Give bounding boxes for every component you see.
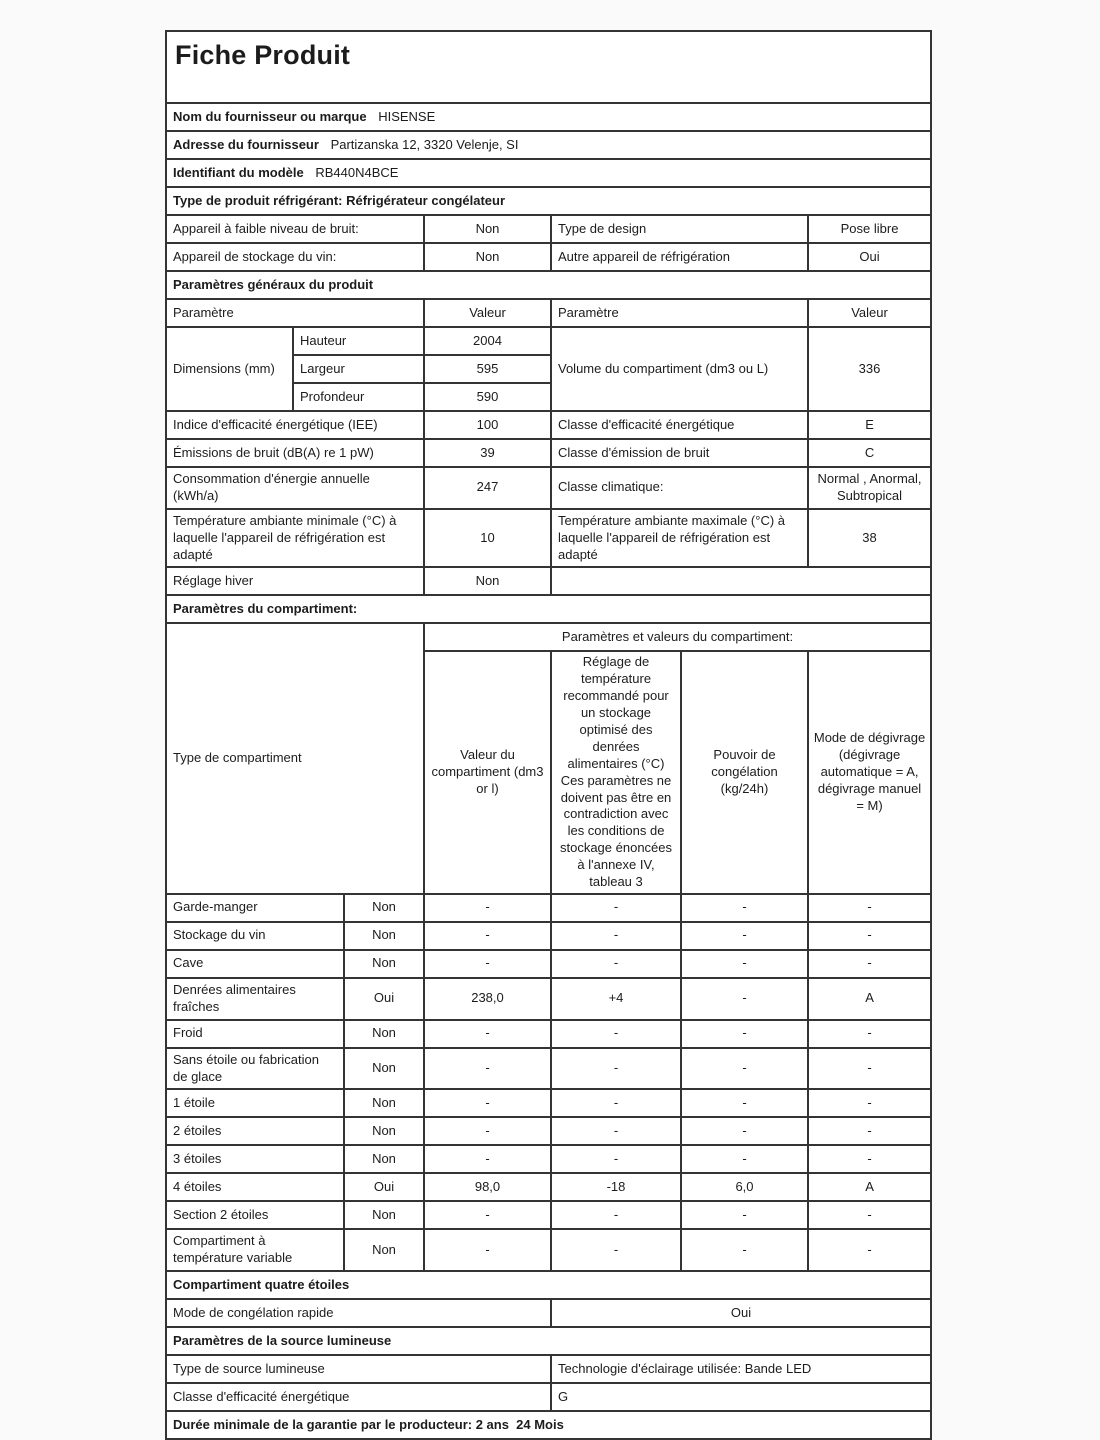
- compartment-row-stockage-vin: [166, 922, 931, 950]
- fast-freeze-row: [166, 1299, 931, 1327]
- compartment-row-cave: [166, 950, 931, 978]
- compartment-freeze: 6,0: [681, 1173, 808, 1201]
- energy-index-value: 100: [424, 411, 551, 439]
- ambient-temp-row: [166, 509, 931, 568]
- compartment-row-2-etoiles: [166, 1117, 931, 1145]
- value-header-2: Valeur: [808, 299, 931, 327]
- compartment-name: 3 étoiles: [166, 1145, 344, 1173]
- wine-storage-label: Appareil de stockage du vin:: [166, 243, 424, 271]
- dimension-height-row: [166, 327, 931, 355]
- compartment-temp: -18: [551, 1173, 681, 1201]
- energy-class-label: Classe d'efficacité énergétique: [551, 411, 808, 439]
- compartment-name: Stockage du vin: [166, 922, 344, 950]
- light-class-label: Classe d'efficacité énergétique: [166, 1383, 551, 1411]
- compartment-defrost: -: [808, 1089, 931, 1117]
- compartment-name: Section 2 étoiles: [166, 1201, 344, 1229]
- light-section-title: Paramètres de la source lumineuse: [166, 1327, 931, 1355]
- compartment-volume: -: [424, 1048, 551, 1090]
- compartment-defrost: A: [808, 978, 931, 1020]
- compartment-freeze: -: [681, 1089, 808, 1117]
- compartment-section-row: [166, 595, 931, 623]
- page-title: Fiche Produit: [166, 31, 931, 103]
- compartment-temp: +4: [551, 978, 681, 1020]
- other-appliance-label: Autre appareil de réfrigération: [551, 243, 808, 271]
- general-header-row: [166, 299, 931, 327]
- compartment-group-header: Paramètres et valeurs du compartiment:: [424, 623, 931, 651]
- title-row: [166, 31, 931, 103]
- compartment-temp-header: Réglage de température recommandé pour un stockage optimisé des denrées alimentaires (°C) Ces paramètres ne doivent pas être en contradiction avec les conditions de stockage énoncées à l'annexe IV, tableau 3: [551, 651, 681, 893]
- compartment-present: Oui: [344, 1173, 424, 1201]
- compartment-freeze: -: [681, 1020, 808, 1048]
- dimension-depth-label: Profondeur: [293, 383, 424, 411]
- value-header-1: Valeur: [424, 299, 551, 327]
- compartment-temp: -: [551, 950, 681, 978]
- model-id-label: Identifiant du modèle: [173, 164, 304, 180]
- noise-emission-row: [166, 439, 931, 467]
- light-type-value: Technologie d'éclairage utilisée: Bande LED: [551, 1355, 931, 1383]
- supplier-address-label: Adresse du fournisseur: [173, 136, 319, 152]
- product-fiche-table: [165, 30, 932, 1440]
- wine-storage-row: [166, 243, 931, 271]
- compartment-row-4-etoiles: [166, 1173, 931, 1201]
- compartment-present: Non: [344, 922, 424, 950]
- energy-index-label: Indice d'efficacité énergétique (IEE): [166, 411, 424, 439]
- compartment-volume: 238,0: [424, 978, 551, 1020]
- compartment-freeze: -: [681, 922, 808, 950]
- compartment-present: Non: [344, 1089, 424, 1117]
- compartment-section-title: Paramètres du compartiment:: [166, 595, 931, 623]
- dimension-height-value: 2004: [424, 327, 551, 355]
- supplier-name-row: [166, 103, 931, 131]
- compartment-volume: -: [424, 922, 551, 950]
- compartment-volume: 98,0: [424, 1173, 551, 1201]
- volume-value: 336: [808, 327, 931, 411]
- winter-setting-row: [166, 567, 931, 595]
- compartment-freeze: -: [681, 1048, 808, 1090]
- model-id-row: [166, 159, 931, 187]
- compartment-defrost: -: [808, 1020, 931, 1048]
- noise-emission-value: 39: [424, 439, 551, 467]
- compartment-volume: -: [424, 1201, 551, 1229]
- compartment-temp: -: [551, 922, 681, 950]
- min-ambient-temp-value: 10: [424, 509, 551, 568]
- general-section-row: [166, 271, 931, 299]
- compartment-freeze: -: [681, 1201, 808, 1229]
- dimension-width-value: 595: [424, 355, 551, 383]
- compartment-present: Oui: [344, 978, 424, 1020]
- compartment-temp: -: [551, 894, 681, 922]
- compartment-name: Denrées alimentaires fraîches: [166, 978, 344, 1020]
- compartment-type-header: Type de compartiment: [166, 623, 424, 893]
- light-type-row: [166, 1355, 931, 1383]
- compartment-name: Garde-manger: [166, 894, 344, 922]
- compartment-name: Cave: [166, 950, 344, 978]
- winter-setting-empty-cell: [551, 567, 931, 595]
- general-section-title: Paramètres généraux du produit: [166, 271, 931, 299]
- compartment-volume: -: [424, 950, 551, 978]
- compartment-row-section-2-etoiles: [166, 1201, 931, 1229]
- compartment-present: Non: [344, 1229, 424, 1271]
- design-type-label: Type de design: [551, 215, 808, 243]
- low-noise-row: [166, 215, 931, 243]
- volume-label: Volume du compartiment (dm3 ou L): [551, 327, 808, 411]
- compartment-present: Non: [344, 1201, 424, 1229]
- compartment-present: Non: [344, 1048, 424, 1090]
- warranty-text: Durée minimale de la garantie par le producteur: 2 ans 24 Mois: [166, 1411, 931, 1439]
- model-id-value: RB440N4BCE: [315, 164, 399, 180]
- light-type-label: Type de source lumineuse: [166, 1355, 551, 1383]
- fast-freeze-label: Mode de congélation rapide: [166, 1299, 551, 1327]
- noise-class-label: Classe d'émission de bruit: [551, 439, 808, 467]
- compartment-present: Non: [344, 1117, 424, 1145]
- param-header-2: Paramètre: [551, 299, 808, 327]
- compartment-freeze: -: [681, 894, 808, 922]
- compartment-temp: -: [551, 1201, 681, 1229]
- annual-energy-label: Consommation d'énergie annuelle (kWh/a): [166, 467, 424, 509]
- supplier-name-value: HISENSE: [378, 108, 436, 124]
- compartment-defrost-header: Mode de dégivrage (dégivrage automatique = A, dégivrage manuel = M): [808, 651, 931, 893]
- compartment-volume: -: [424, 894, 551, 922]
- compartment-row-temp-variable: [166, 1229, 931, 1271]
- light-class-row: [166, 1383, 931, 1411]
- wine-storage-value: Non: [424, 243, 551, 271]
- compartment-name: Froid: [166, 1020, 344, 1048]
- compartment-volume-header: Valeur du compartiment (dm3 or l): [424, 651, 551, 893]
- compartment-name: Compartiment à température variable: [166, 1229, 344, 1271]
- dimension-width-label: Largeur: [293, 355, 424, 383]
- other-appliance-value: Oui: [808, 243, 931, 271]
- compartment-defrost: -: [808, 894, 931, 922]
- compartment-present: Non: [344, 1145, 424, 1173]
- compartment-row-denrees-fraiches: [166, 978, 931, 1020]
- compartment-freeze: -: [681, 978, 808, 1020]
- compartment-volume: -: [424, 1117, 551, 1145]
- compartment-freeze: -: [681, 1117, 808, 1145]
- compartment-defrost: -: [808, 1117, 931, 1145]
- compartment-defrost: -: [808, 922, 931, 950]
- noise-class-value: C: [808, 439, 931, 467]
- four-star-section-title: Compartiment quatre étoiles: [166, 1271, 931, 1299]
- product-type-label: Type de produit réfrigérant: Réfrigérateur congélateur: [166, 187, 931, 215]
- low-noise-label: Appareil à faible niveau de bruit:: [166, 215, 424, 243]
- noise-emission-label: Émissions de bruit (dB(A) re 1 pW): [166, 439, 424, 467]
- compartment-name: 1 étoile: [166, 1089, 344, 1117]
- annual-energy-value: 247: [424, 467, 551, 509]
- compartment-name: Sans étoile ou fabrication de glace: [166, 1048, 344, 1090]
- light-class-value: G: [551, 1383, 931, 1411]
- dimensions-label: Dimensions (mm): [166, 327, 293, 411]
- compartment-volume: -: [424, 1145, 551, 1173]
- low-noise-value: Non: [424, 215, 551, 243]
- compartment-row-3-etoiles: [166, 1145, 931, 1173]
- fast-freeze-value: Oui: [551, 1299, 931, 1327]
- max-ambient-temp-label: Température ambiante maximale (°C) à laquelle l'appareil de réfrigération est adapté: [551, 509, 808, 568]
- compartment-freeze: -: [681, 950, 808, 978]
- compartment-freeze: -: [681, 1229, 808, 1271]
- compartment-row-froid: [166, 1020, 931, 1048]
- warranty-row: [166, 1411, 931, 1439]
- dimension-height-label: Hauteur: [293, 327, 424, 355]
- compartment-volume: -: [424, 1020, 551, 1048]
- compartment-temp: -: [551, 1048, 681, 1090]
- light-section-row: [166, 1327, 931, 1355]
- compartment-defrost: A: [808, 1173, 931, 1201]
- compartment-volume: -: [424, 1229, 551, 1271]
- winter-setting-label: Réglage hiver: [166, 567, 424, 595]
- compartment-defrost: -: [808, 1048, 931, 1090]
- design-type-value: Pose libre: [808, 215, 931, 243]
- compartment-present: Non: [344, 1020, 424, 1048]
- climate-class-value: Normal , Anormal, Subtropical: [808, 467, 931, 509]
- compartment-defrost: -: [808, 1145, 931, 1173]
- compartment-name: 4 étoiles: [166, 1173, 344, 1201]
- compartment-freeze: -: [681, 1145, 808, 1173]
- supplier-address-row: [166, 131, 931, 159]
- climate-class-label: Classe climatique:: [551, 467, 808, 509]
- compartment-temp: -: [551, 1020, 681, 1048]
- dimension-depth-value: 590: [424, 383, 551, 411]
- annual-energy-row: [166, 467, 931, 509]
- compartment-volume: -: [424, 1089, 551, 1117]
- supplier-address-value: Partizanska 12, 3320 Velenje, SI: [330, 136, 519, 152]
- energy-index-row: [166, 411, 931, 439]
- compartment-present: Non: [344, 950, 424, 978]
- compartment-temp: -: [551, 1229, 681, 1271]
- supplier-name-label: Nom du fournisseur ou marque: [173, 108, 367, 124]
- product-type-row: [166, 187, 931, 215]
- winter-setting-value: Non: [424, 567, 551, 595]
- compartment-name: 2 étoiles: [166, 1117, 344, 1145]
- compartment-defrost: -: [808, 1229, 931, 1271]
- max-ambient-temp-value: 38: [808, 509, 931, 568]
- min-ambient-temp-label: Température ambiante minimale (°C) à laquelle l'appareil de réfrigération est adapté: [166, 509, 424, 568]
- compartment-defrost: -: [808, 950, 931, 978]
- compartment-defrost: -: [808, 1201, 931, 1229]
- compartment-temp: -: [551, 1117, 681, 1145]
- compartment-temp: -: [551, 1089, 681, 1117]
- compartment-temp: -: [551, 1145, 681, 1173]
- compartment-row-1-etoile: [166, 1089, 931, 1117]
- compartment-row-garde-manger: [166, 894, 931, 922]
- compartment-freeze-header: Pouvoir de congélation (kg/24h): [681, 651, 808, 893]
- four-star-section-row: [166, 1271, 931, 1299]
- compartment-present: Non: [344, 894, 424, 922]
- energy-class-value: E: [808, 411, 931, 439]
- param-header-1: Paramètre: [166, 299, 424, 327]
- compartment-row-sans-etoile: [166, 1048, 931, 1090]
- compartment-group-header-row: [166, 623, 931, 651]
